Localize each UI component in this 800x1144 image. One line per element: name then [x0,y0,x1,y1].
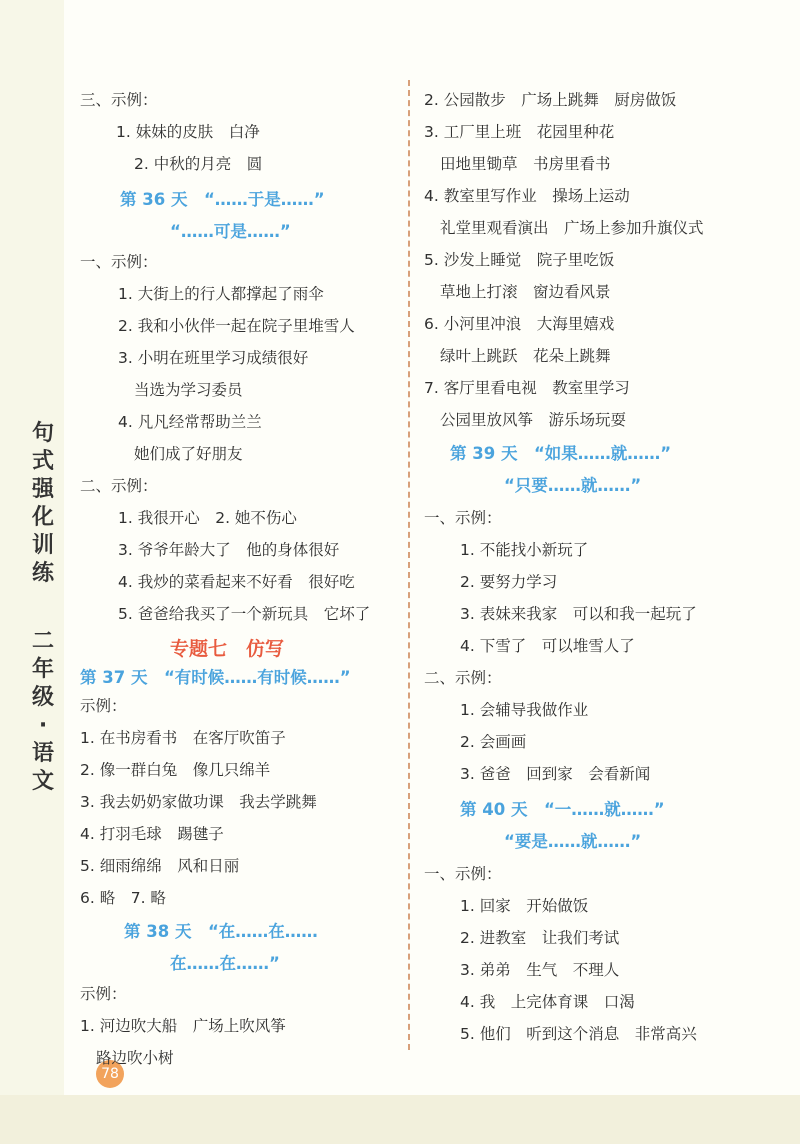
text-line: 4. 凡凡经常帮助兰兰 [118,413,262,431]
text-line: 1. 大街上的行人都撑起了雨伞 [118,285,324,303]
sidebar-char: 化 [31,505,54,530]
text-line: 2. 会画画 [460,733,527,751]
sidebar-char: 语 [31,741,54,766]
day-heading: “……可是……” [170,222,291,241]
text-line: 她们成了好朋友 [134,445,243,463]
sidebar-char: 句 [31,421,54,446]
text-line: 7. 客厅里看电视 教室里学习 [424,379,630,397]
sidebar-char: 训 [31,533,54,558]
text-line: 一、示例： [424,509,502,527]
text-line: 1. 在书房看书 在客厅吹笛子 [80,729,286,747]
text-line: 4. 教室里写作业 操场上运动 [424,187,630,205]
text-line: 5. 他们 听到这个消息 非常高兴 [460,1025,697,1043]
text-line: 3. 爷爷年龄大了 他的身体很好 [118,541,340,559]
column-divider [408,80,410,1050]
text-line: 4. 下雪了 可以堆雪人了 [460,637,635,655]
text-line: 5. 爸爸给我买了一个新玩具 它坏了 [118,605,371,623]
day-heading: 第 36 天 “……于是……” [120,190,325,209]
sidebar-char: 强 [31,477,54,502]
text-line: 2. 中秋的月亮 圆 [134,155,263,173]
sidebar-char: 式 [31,449,54,474]
text-line: 6. 小河里冲浪 大海里嬉戏 [424,315,615,333]
text-line: 礼堂里观看演出 广场上参加升旗仪式 [440,219,704,237]
text-line: 4. 打羽毛球 踢毽子 [80,825,224,843]
text-line: 示例： [80,697,127,715]
page-number-badge: 78 [96,1060,124,1088]
day-heading: “要是……就……” [504,832,642,851]
day-heading: 第 37 天 “有时候……有时候……” [80,668,351,687]
text-line: 一、示例： [80,253,158,271]
text-line: 1. 我很开心 2. 她不伤心 [118,509,297,527]
sidebar-char: 练 [31,561,54,586]
sidebar-char: 二 [31,629,54,654]
sidebar-char: 文 [31,769,54,794]
text-line: 2. 像一群白兔 像几只绵羊 [80,761,271,779]
text-line: 1. 回家 开始做饭 [460,897,589,915]
text-line: 二、示例： [80,477,158,495]
text-line: 示例： [80,985,127,1003]
sidebar-char: 级 [31,685,54,710]
text-line: 3. 表妹来我家 可以和我一起玩了 [460,605,697,623]
text-line: 5. 细雨绵绵 风和日丽 [80,857,240,875]
text-line: 1. 会辅导我做作业 [460,701,589,719]
text-line: 4. 我 上完体育课 口渴 [460,993,635,1011]
text-line: 2. 我和小伙伴一起在院子里堆雪人 [118,317,355,335]
text-line: 三、示例： [80,91,158,109]
text-line: 一、示例： [424,865,502,883]
day-heading: 第 38 天 “在……在…… [124,922,318,941]
text-line: 3. 小明在班里学习成绩很好 [118,349,309,367]
sidebar-title [26,420,60,796]
topic-heading: 专题七 仿写 [170,638,285,660]
text-line: 绿叶上跳跃 花朵上跳舞 [440,347,611,365]
text-line: 二、示例： [424,669,502,687]
text-line: 3. 工厂里上班 花园里种花 [424,123,615,141]
text-line: 3. 弟弟 生气 不理人 [460,961,620,979]
day-heading: “只要……就……” [504,476,642,495]
sidebar-char: · [38,713,48,738]
text-line: 草地上打滚 窗边看风景 [440,283,611,301]
text-line: 田地里锄草 书房里看书 [440,155,611,173]
text-line: 3. 爸爸 回到家 会看新闻 [460,765,651,783]
text-line: 2. 进教室 让我们考试 [460,929,620,947]
text-line: 1. 不能找小新玩了 [460,541,589,559]
text-line: 2. 公园散步 广场上跳舞 厨房做饭 [424,91,677,109]
text-line: 5. 沙发上睡觉 院子里吃饭 [424,251,615,269]
text-line: 6. 略 7. 略 [80,889,166,907]
text-line: 3. 我去奶奶家做功课 我去学跳舞 [80,793,317,811]
text-line: 4. 我炒的菜看起来不好看 很好吃 [118,573,355,591]
day-heading: 第 40 天 “一……就……” [460,800,665,819]
text-line: 2. 要努力学习 [460,573,558,591]
text-line: 1. 河边吹大船 广场上吹风筝 [80,1017,286,1035]
text-line: 1. 妹妹的皮肤 白净 [116,123,260,141]
text-line: 路边吹小树 [96,1049,174,1067]
day-heading: 第 39 天 “如果……就……” [450,444,672,463]
page-bottom-band [0,1095,800,1144]
sidebar-char: 年 [31,657,54,682]
text-line: 当选为学习委员 [134,381,243,399]
text-line: 公园里放风筝 游乐场玩耍 [440,411,627,429]
day-heading: 在……在……” [170,954,280,973]
